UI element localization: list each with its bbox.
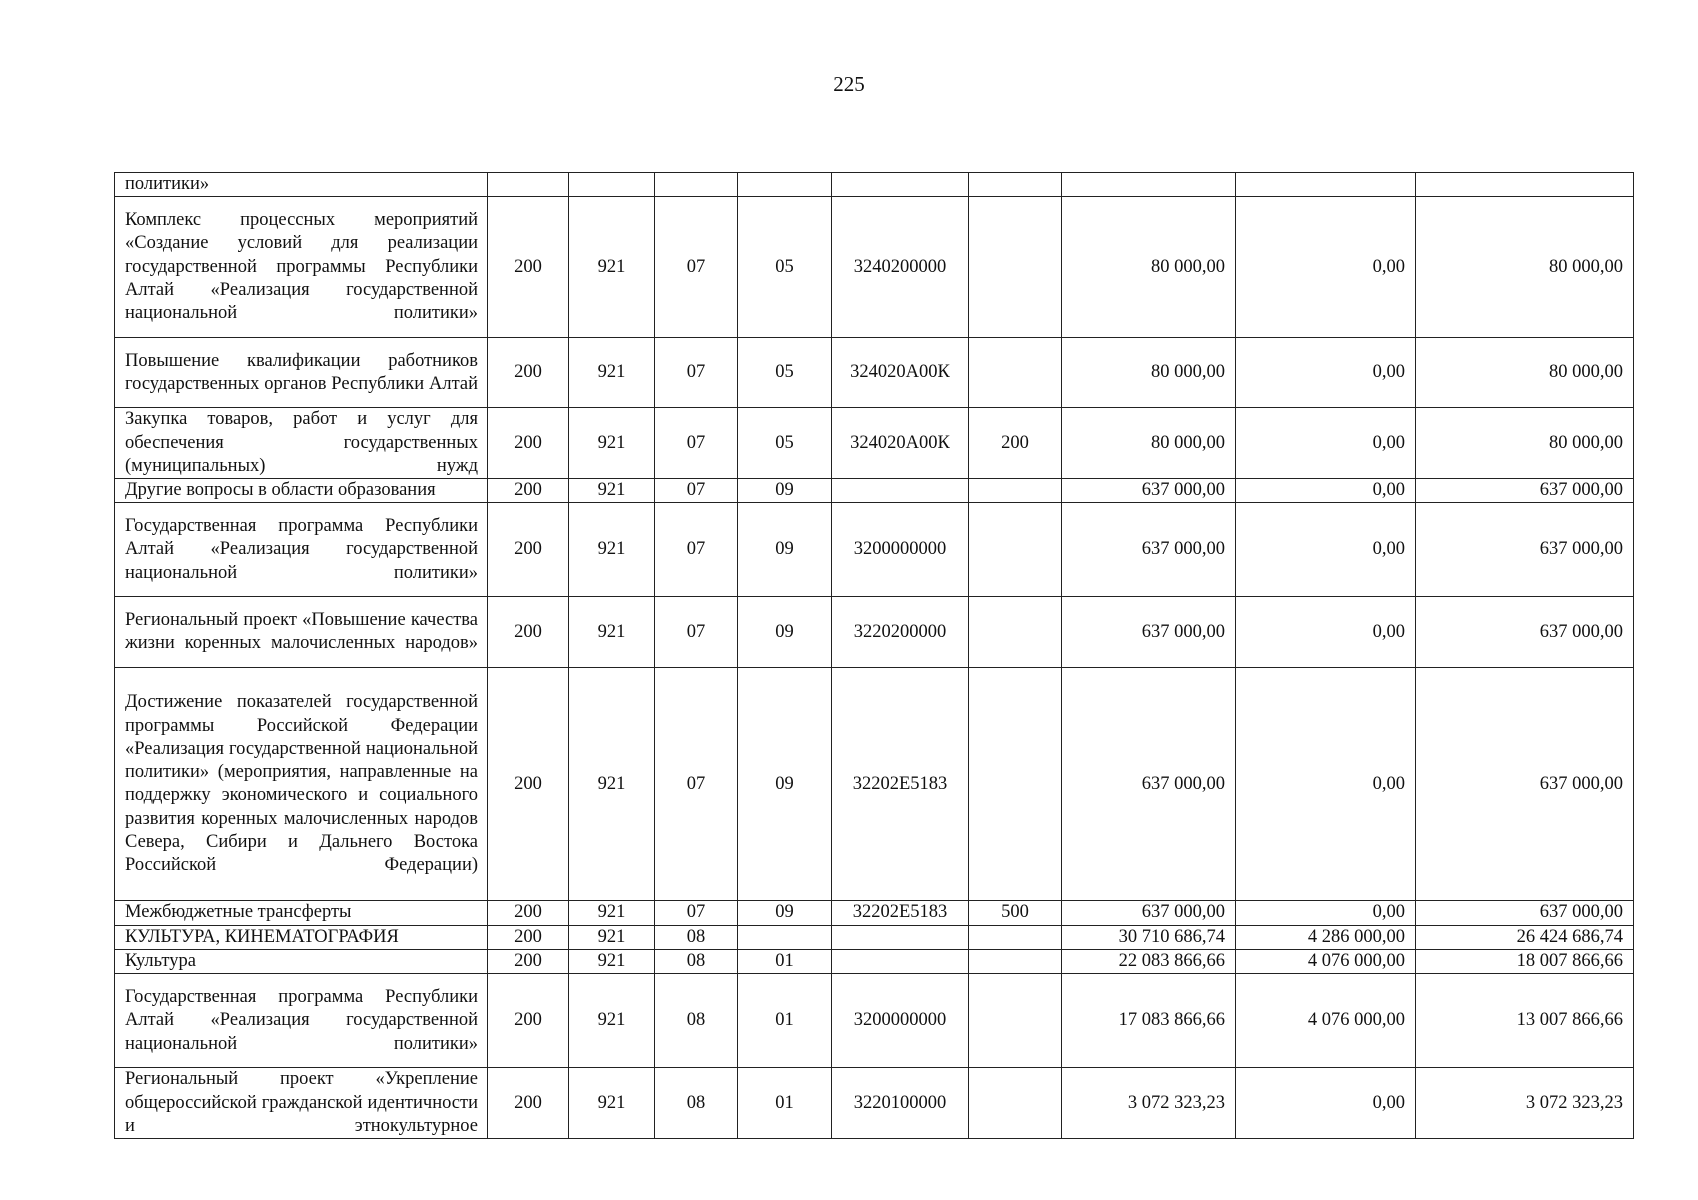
- row-name-cell: Государственная программа Республики Алтай «Реализация государственной национальной политики»: [115, 974, 488, 1068]
- table-row: [115, 668, 1634, 901]
- value-cell-c6: [969, 173, 1062, 197]
- value-cell-c6: [969, 479, 1062, 503]
- value-cell-v2: 4 076 000,00: [1236, 950, 1416, 974]
- value-cell-c2: 921: [569, 503, 655, 597]
- value-cell-c6: [969, 338, 1062, 408]
- value-cell-c3: 08: [655, 974, 738, 1068]
- value-cell-c4: [738, 173, 832, 197]
- value-cell-v1: 22 083 866,66: [1062, 950, 1236, 974]
- table-row: [115, 503, 1634, 597]
- value-cell-v3: 3 072 323,23: [1416, 1068, 1634, 1139]
- value-cell-c4: 09: [738, 668, 832, 901]
- value-cell-v3: 637 000,00: [1416, 503, 1634, 597]
- value-cell-v1: 3 072 323,23: [1062, 1068, 1236, 1139]
- value-cell-v3: 80 000,00: [1416, 338, 1634, 408]
- value-cell-v3: 637 000,00: [1416, 901, 1634, 925]
- value-cell-v1: 637 000,00: [1062, 901, 1236, 925]
- value-cell-c5: 3200000000: [832, 503, 969, 597]
- value-cell-c2: 921: [569, 668, 655, 901]
- value-cell-v3: [1416, 173, 1634, 197]
- table-row: [115, 901, 1634, 925]
- value-cell-v2: 0,00: [1236, 197, 1416, 338]
- value-cell-c4: 01: [738, 950, 832, 974]
- value-cell-c3: 07: [655, 338, 738, 408]
- value-cell-c3: 07: [655, 479, 738, 503]
- table-row: [115, 925, 1634, 949]
- value-cell-v3: 637 000,00: [1416, 597, 1634, 668]
- value-cell-c3: 07: [655, 597, 738, 668]
- value-cell-v2: 0,00: [1236, 901, 1416, 925]
- value-cell-c4: 05: [738, 408, 832, 479]
- value-cell-c2: 921: [569, 901, 655, 925]
- value-cell-c5: 32202E5183: [832, 901, 969, 925]
- value-cell-v2: 0,00: [1236, 668, 1416, 901]
- value-cell-c2: 921: [569, 408, 655, 479]
- value-cell-c1: 200: [488, 503, 569, 597]
- value-cell-c1: 200: [488, 1068, 569, 1139]
- value-cell-v1: 80 000,00: [1062, 197, 1236, 338]
- value-cell-c3: 07: [655, 503, 738, 597]
- value-cell-c5: [832, 173, 969, 197]
- value-cell-c1: 200: [488, 338, 569, 408]
- value-cell-v1: 80 000,00: [1062, 408, 1236, 479]
- value-cell-c2: 921: [569, 597, 655, 668]
- value-cell-c1: 200: [488, 925, 569, 949]
- value-cell-c3: [655, 173, 738, 197]
- row-name-cell: Региональный проект «Повышение качества жизни коренных малочисленных народов»: [115, 597, 488, 668]
- value-cell-v1: 17 083 866,66: [1062, 974, 1236, 1068]
- row-name-cell: Государственная программа Республики Алтай «Реализация государственной национальной политики»: [115, 503, 488, 597]
- value-cell-c6: 500: [969, 901, 1062, 925]
- value-cell-v3: 637 000,00: [1416, 479, 1634, 503]
- row-name-cell: Достижение показателей государственной программы Российской Федерации «Реализация государственной национальной политики» (мероприятия, направленные на поддержку экономического и социального развития коренных малочисленных народов Севера, Сибири и Дальнего Востока Российской Федерации): [115, 668, 488, 901]
- value-cell-c4: 09: [738, 901, 832, 925]
- row-name-cell: Повышение квалификации работников государственных органов Республики Алтай: [115, 338, 488, 408]
- table-row: [115, 950, 1634, 974]
- value-cell-c2: 921: [569, 338, 655, 408]
- value-cell-v3: 18 007 866,66: [1416, 950, 1634, 974]
- value-cell-c6: [969, 597, 1062, 668]
- value-cell-v2: 0,00: [1236, 408, 1416, 479]
- value-cell-v2: 0,00: [1236, 1068, 1416, 1139]
- value-cell-c1: 200: [488, 597, 569, 668]
- value-cell-v3: 13 007 866,66: [1416, 974, 1634, 1068]
- value-cell-c4: 05: [738, 197, 832, 338]
- value-cell-c3: 08: [655, 925, 738, 949]
- value-cell-c1: 200: [488, 408, 569, 479]
- value-cell-v3: 26 424 686,74: [1416, 925, 1634, 949]
- table-row: [115, 597, 1634, 668]
- value-cell-c5: [832, 479, 969, 503]
- value-cell-c1: 200: [488, 668, 569, 901]
- value-cell-c1: 200: [488, 479, 569, 503]
- value-cell-c6: [969, 503, 1062, 597]
- value-cell-c3: 08: [655, 950, 738, 974]
- value-cell-v2: 0,00: [1236, 479, 1416, 503]
- row-name-cell: КУЛЬТУРА, КИНЕМАТОГРАФИЯ: [115, 925, 488, 949]
- row-name-cell: Региональный проект «Укрепление общероссийской гражданской идентичности и этнокультурное: [115, 1068, 488, 1139]
- value-cell-c5: 3200000000: [832, 974, 969, 1068]
- value-cell-v1: [1062, 173, 1236, 197]
- budget-table: [114, 172, 1634, 1139]
- value-cell-c6: 200: [969, 408, 1062, 479]
- value-cell-c1: 200: [488, 901, 569, 925]
- table-row: [115, 974, 1634, 1068]
- value-cell-c2: 921: [569, 974, 655, 1068]
- value-cell-c3: 07: [655, 901, 738, 925]
- value-cell-v2: 4 286 000,00: [1236, 925, 1416, 949]
- value-cell-c4: 09: [738, 503, 832, 597]
- row-name-cell: Закупка товаров, работ и услуг для обеспечения государственных (муниципальных) нужд: [115, 408, 488, 479]
- value-cell-c3: 07: [655, 668, 738, 901]
- table-row: [115, 1068, 1634, 1139]
- table-row: [115, 173, 1634, 197]
- value-cell-c4: 01: [738, 974, 832, 1068]
- value-cell-v2: 0,00: [1236, 338, 1416, 408]
- value-cell-v2: 4 076 000,00: [1236, 974, 1416, 1068]
- value-cell-c3: 07: [655, 408, 738, 479]
- value-cell-v3: 637 000,00: [1416, 668, 1634, 901]
- value-cell-c5: 32202E5183: [832, 668, 969, 901]
- value-cell-v1: 80 000,00: [1062, 338, 1236, 408]
- value-cell-v1: 637 000,00: [1062, 668, 1236, 901]
- value-cell-v2: 0,00: [1236, 503, 1416, 597]
- value-cell-c5: 3240200000: [832, 197, 969, 338]
- value-cell-c6: [969, 1068, 1062, 1139]
- value-cell-c1: 200: [488, 974, 569, 1068]
- row-name-cell: Другие вопросы в области образования: [115, 479, 488, 503]
- value-cell-c2: [569, 173, 655, 197]
- value-cell-v1: 30 710 686,74: [1062, 925, 1236, 949]
- value-cell-v1: 637 000,00: [1062, 503, 1236, 597]
- table-row: [115, 338, 1634, 408]
- row-name-cell: Комплекс процессных мероприятий «Создание условий для реализации государственной программы Республики Алтай «Реализация государственной национальной политики»: [115, 197, 488, 338]
- value-cell-c4: [738, 925, 832, 949]
- value-cell-v3: 80 000,00: [1416, 408, 1634, 479]
- value-cell-c2: 921: [569, 1068, 655, 1139]
- value-cell-c3: 07: [655, 197, 738, 338]
- value-cell-c5: 324020А00К: [832, 408, 969, 479]
- table-row: [115, 197, 1634, 338]
- value-cell-c2: 921: [569, 925, 655, 949]
- value-cell-c6: [969, 950, 1062, 974]
- value-cell-c1: [488, 173, 569, 197]
- value-cell-c2: 921: [569, 479, 655, 503]
- value-cell-c5: [832, 950, 969, 974]
- row-name-cell: Культура: [115, 950, 488, 974]
- value-cell-c2: 921: [569, 197, 655, 338]
- table-row: [115, 479, 1634, 503]
- value-cell-c4: 05: [738, 338, 832, 408]
- value-cell-v3: 80 000,00: [1416, 197, 1634, 338]
- value-cell-c4: 09: [738, 597, 832, 668]
- value-cell-c1: 200: [488, 197, 569, 338]
- value-cell-c6: [969, 925, 1062, 949]
- value-cell-c1: 200: [488, 950, 569, 974]
- value-cell-v2: [1236, 173, 1416, 197]
- value-cell-c5: 324020А00К: [832, 338, 969, 408]
- value-cell-c5: [832, 925, 969, 949]
- value-cell-c5: 3220100000: [832, 1068, 969, 1139]
- value-cell-c2: 921: [569, 950, 655, 974]
- value-cell-c4: 09: [738, 479, 832, 503]
- row-name-cell: политики»: [115, 173, 488, 197]
- value-cell-c6: [969, 668, 1062, 901]
- value-cell-c6: [969, 197, 1062, 338]
- value-cell-c3: 08: [655, 1068, 738, 1139]
- table-row: [115, 408, 1634, 479]
- value-cell-v1: 637 000,00: [1062, 597, 1236, 668]
- value-cell-v1: 637 000,00: [1062, 479, 1236, 503]
- value-cell-c4: 01: [738, 1068, 832, 1139]
- row-name-cell: Межбюджетные трансферты: [115, 901, 488, 925]
- value-cell-c5: 3220200000: [832, 597, 969, 668]
- value-cell-v2: 0,00: [1236, 597, 1416, 668]
- value-cell-c6: [969, 974, 1062, 1068]
- page-number: 225: [833, 72, 865, 96]
